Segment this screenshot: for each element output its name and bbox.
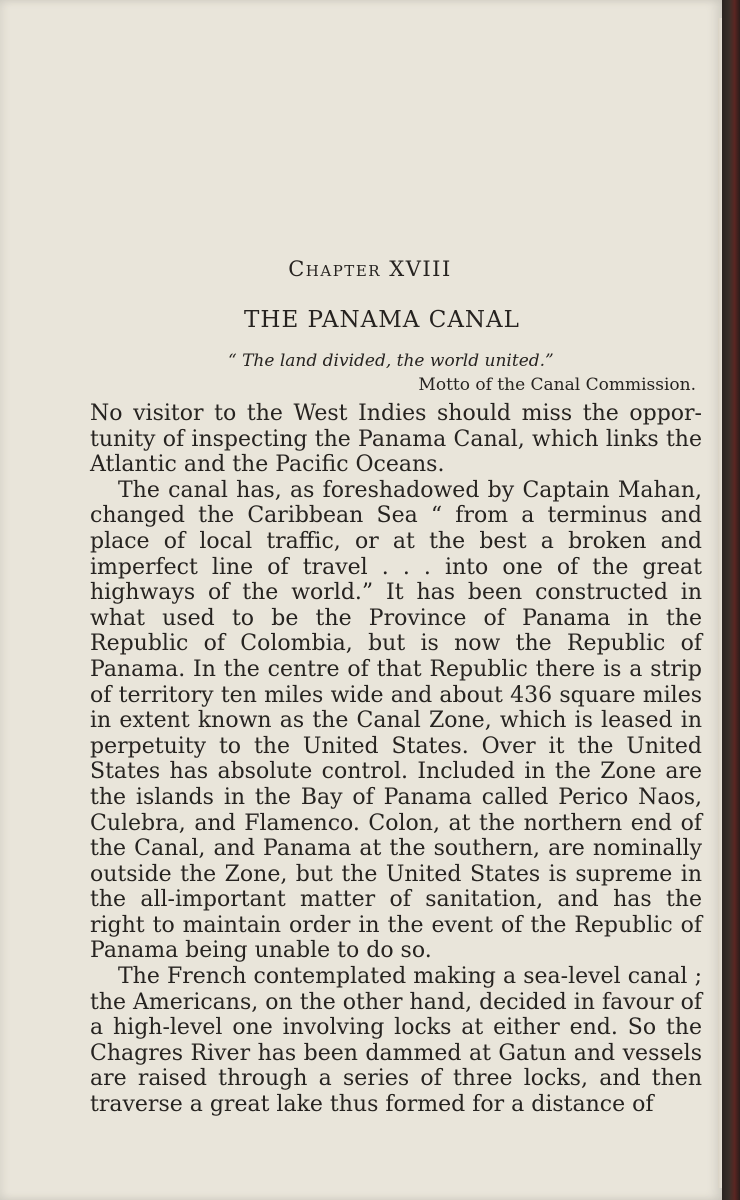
motto-quote: “ The land divided, the world united.” — [228, 351, 554, 371]
paragraph-2: The canal has, as foreshadowed by Captain Mahan, changed the Caribbean Sea “ from a terminus and place of local traffic, or at the best a broken and imperfect line of travel . . . into one of the great highways of the world.” It has been constructed in what used to be the Province of Panama in the Republic of Colombia, but is now the Republic of Panama. In the centre of that Republic there is a strip of territory ten miles wide and about 436 square miles in extent known as the Canal Zone, which is leased in perpetuity to the United States. Over it the United States has absolute control. Included in the Zone are the islands in the Bay of Panama called Perico Naos, Culebra, and Flamenco. Colon, at the northern end of the Canal, and Panama at the southern, are nominally outside the Zone, but the United States is supreme in the all-important matter of sanitation, and has the right to maintain order in the event of the Republic of Panama being unable to do so. — [90, 477, 702, 964]
chapter-heading — [38, 252, 702, 286]
chapter-title: THE PANAMA CANAL — [244, 307, 520, 333]
motto-source: Motto of the Canal Commission. — [418, 375, 696, 395]
chapter-numeral: XVIII — [389, 257, 452, 281]
paragraph-1: No visitor to the West Indies should miss the oppor-tunity of inspecting the Panama Canal, which links the Atlantic and the Pacific Oceans. — [90, 401, 702, 478]
chapter-prefix: Chapter — [288, 257, 382, 281]
paragraph-3: The French contemplated making a sea-level canal ; the Americans, on the other hand, decided in favour of a high-level one involving locks at either end. So the Chagres River has been dammed at Gatun and vessels are raised through a series of three locks, and then traverse a great lake thus formed for a distance of — [90, 964, 702, 1118]
page-content — [90, 252, 702, 1118]
body-text — [90, 401, 702, 1118]
book-spine — [722, 0, 740, 1200]
